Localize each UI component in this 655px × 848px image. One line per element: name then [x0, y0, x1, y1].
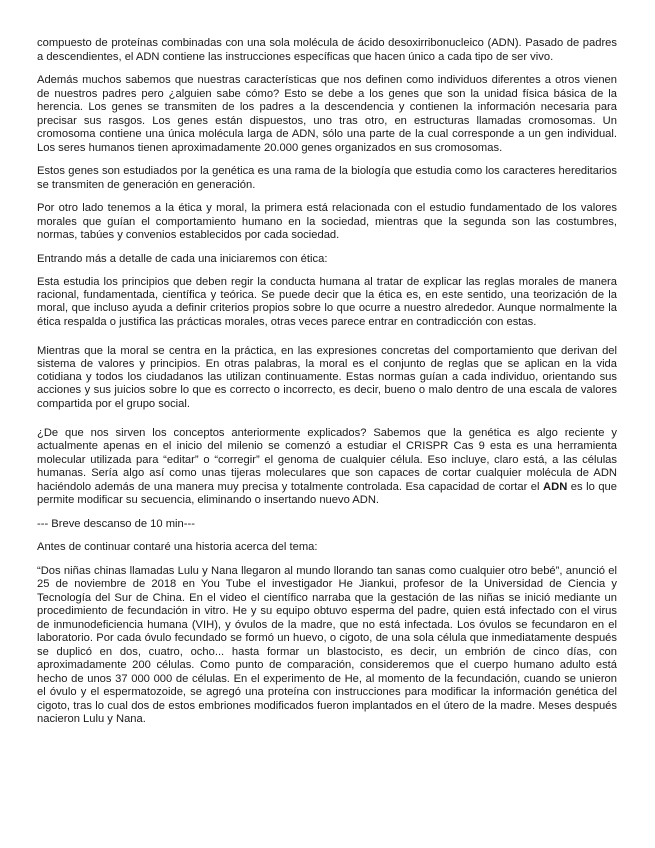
- paragraph-adn-intro: compuesto de proteínas combinadas con una sola molécula de ácido desoxirribonucleico (ADN). Pasado de padres a descendientes, el ADN contiene las instrucciones específicas que hacen único a cada tipo de ser vivo.: [37, 37, 617, 63]
- paragraph-genetica: Estos genes son estudiados por la genética es una rama de la biología que estudia como los caracteres hereditarios se transmiten de generación en generación.: [37, 165, 617, 191]
- paragraph-moral: Mientras que la moral se centra en la práctica, en las expresiones concretas del comportamiento que derivan del sistema de valores y principios. En otras palabras, la moral es el conjunto de reglas que se aplican en la vida cotidiana y todos los ciudadanos las utilizan continuamente. Estas normas guían a cada individuo, orientando sus acciones y sus juicios sobre lo que es correcto o incorrecto, es decir, bueno o malo dentro de una escala de valores compartida por el grupo social.: [37, 344, 617, 410]
- crispr-text-before: ¿De que nos sirven los conceptos anteriormente explicados? Sabemos que la genética es algo reciente y actualmente apenas en el inicio del milenio se comenzó a estudiar el CRISPR Cas 9 esta es una herramienta molecular utilizada para “editar” o “corregir” el genoma de cualquier célula. Eso incluye, claro está, a las células humanas. Sería algo así como unas tijeras moleculares que son capaces de cortar cualquier molécula de ADN haciéndolo además de una manera muy precisa y totalmente controlada. Esa capacidad de cortar el: [37, 426, 617, 493]
- paragraph-etica: Esta estudia los principios que deben regir la conducta humana al tratar de explicar las reglas morales de manera racional, fundamentada, científica y teórica. Se puede decir que la ética es, en este sentido, una teorización de la moral, que incluso ayuda a definir criterios propios sobre lo que ocurre a nuestro alrededor. Aunque normalmente la ética respalda o justifica las prácticas morales, otras veces parece entrar en contradicción con estas.: [37, 276, 617, 328]
- crispr-adn-bold: ADN: [543, 480, 568, 493]
- paragraph-entrando-detalle: Entrando más a detalle de cada una iniciaremos con ética:: [37, 252, 328, 265]
- crispr-text-after: es lo que permite modificar su secuencia, eliminando o insertando nuevo ADN.: [37, 480, 617, 507]
- document-page: [37, 37, 617, 727]
- paragraph-genes: Además muchos sabemos que nuestras características que nos definen como individuos diferentes a otros vienen de nuestros padres pero ¿alguien sabe cómo? Esto se debe a los genes que son la unidad física básica de la herencia. Los genes se transmiten de los padres a la descendencia y contienen la información necesaria para precisar sus rasgos. Los genes están dispuestos, uno tras otro, en estructuras llamadas cromosomas. Un cromosoma contiene una única molécula larga de ADN, sólo una parte de la cual corresponde a un gen individual. Los seres humanos tienen aproximadamente 20.000 genes organizados en sus cromosomas.: [37, 74, 617, 154]
- paragraph-historia-intro: Antes de continuar contaré una historia acerca del tema:: [37, 541, 318, 554]
- paragraph-crispr: [37, 427, 617, 508]
- paragraph-descanso: --- Breve descanso de 10 min---: [37, 517, 195, 530]
- paragraph-lulu-nana: “Dos niñas chinas llamadas Lulu y Nana llegaron al mundo llorando tan sanas como cualquier otro bebé”, anunció el 25 de noviembre de 2018 en You Tube el investigador He Jiankui, profesor de la Universidad de Ciencia y Tecnología del Sur de China. En el video el científico narraba que la gestación de las niñas se inició mediante un procedimiento de fecundación in vitro. He y su equipo obtuvo esperma del padre, quien está infectado con el virus de inmunodeficiencia humana (VIH), y óvulos de la madre, que no está infectada. Los óvulos se fecundaron en el laboratorio. Por cada óvulo fecundado se formó un huevo, o cigoto, de una sola célula que inmediatamente después se duplicó en dos, cuatro, ocho... hasta formar un blastocisto, es decir, un embrión de cinco días, con aproximadamente 200 células. Como punto de comparación, consideremos que el cuerpo humano adulto está hecho de unos 37 000 000 de células. En el experimento de He, al momento de la fecundación, cuando se unieron el óvulo y el espermatozoide, se agregó una proteína con instrucciones para modificar la información genética del cigoto, tras lo cual dos de estos embriones modificados fueron implantados en el útero de la madre. Meses después nacieron Lulu y Nana.: [37, 564, 617, 726]
- paragraph-etica-moral: Por otro lado tenemos a la ética y moral, la primera está relacionada con el estudio fundamentado de los valores morales que guían el comportamiento humano en la sociedad, mientras que la segunda son las costumbres, normas, tabúes y convenios establecidos por cada sociedad.: [37, 202, 617, 241]
